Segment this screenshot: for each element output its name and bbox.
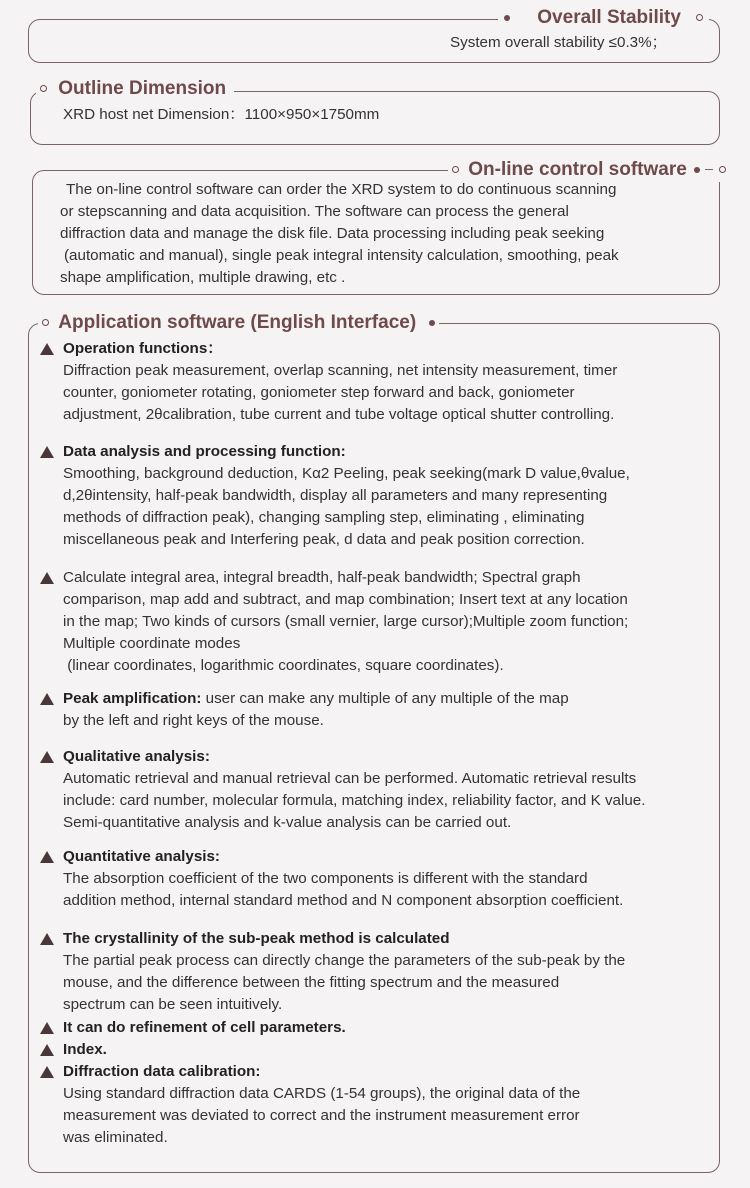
item-line: d,2θintensity, half-peak bandwidth, display all parameters and many representing [63,487,608,504]
app-item-calibration [40,1061,720,1149]
app-item-qualitative [40,746,720,834]
triangle-bullet-icon [40,343,54,355]
overall-stability-title [498,6,709,30]
item-line: The absorption coefficient of the two components is different with the standard [63,870,588,887]
ring-icon [42,319,49,326]
online-software-text [60,179,710,289]
item-line: include: card number, molecular formula, matching index, reliability factor, and K value. [63,792,646,809]
item-heading: The crystallinity of the sub-peak method is calculated [63,930,450,947]
app-item-data-analysis [40,441,720,551]
item-line: The partial peak process can directly change the parameters of the sub-peak by the [63,952,626,969]
triangle-bullet-icon [40,693,54,705]
triangle-bullet-icon [40,1066,54,1078]
online-line: shape amplification, multiple drawing, etc . [60,269,346,286]
application-software-title [38,311,439,335]
app-item-peak-amplification [40,688,720,732]
app-item-refinement [40,1017,720,1039]
outline-dimension-title [36,77,234,101]
item-line: addition method, internal standard method and N component absorption coefficient. [63,892,624,909]
online-line: diffraction data and manage the disk file. Data processing including peak seeking [60,225,605,242]
item-heading: Operation functions： [63,340,223,357]
item-line: Smoothing, background deduction, Kα2 Peeling, peak seeking(mark D value,θvalue, [63,465,630,482]
triangle-bullet-icon [40,751,54,763]
item-line: Diffraction peak measurement, overlap scanning, net intensity measurement, timer [63,362,618,379]
ring-icon [40,85,47,92]
item-line: counter, goniometer rotating, goniometer step forward and back, goniometer [63,384,575,401]
item-heading: Qualitative analysis: [63,748,210,765]
outline-dimension-heading: Outline Dimension [58,78,227,99]
item-line: methods of diffraction peak), changing sampling step, eliminating , eliminating [63,509,585,526]
item-line: was eliminated. [63,1129,168,1146]
item-line: spectrum can be seen intuitively. [63,996,283,1013]
item-heading: Index. [63,1041,107,1058]
app-item-calculate [40,567,720,677]
item-heading: Peak amplification: [63,690,202,707]
online-software-heading: On-line control software [468,159,687,180]
item-line: Calculate integral area, integral breadth, half-peak bandwidth; Spectral graph [63,569,581,586]
item-heading: Data analysis and processing function: [63,443,346,460]
item-line: Using standard diffraction data CARDS (1-54 groups), the original data of the [63,1085,581,1102]
item-inline-text: user can make any multiple of any multiple of the map [201,690,569,707]
triangle-bullet-icon [40,933,54,945]
bullet-dot-icon [504,15,510,21]
app-item-crystallinity [40,928,720,1016]
item-line: Multiple coordinate modes [63,635,241,652]
triangle-bullet-icon [40,851,54,863]
app-item-quantitative [40,846,720,912]
item-line: adjustment, 2θcalibration, tube current and tube voltage optical shutter controlling. [63,406,615,423]
ring-icon [719,166,726,173]
item-line: measurement was deviated to correct and the instrument measurement error [63,1107,580,1124]
item-heading: Diffraction data calibration: [63,1063,261,1080]
online-line: (automatic and manual), single peak integral intensity calculation, smoothing, peak [64,247,619,264]
item-line: mouse, and the difference between the fitting spectrum and the measured [63,974,560,991]
overall-stability-text: System overall stability ≤0.3%； [450,34,667,51]
item-heading: Quantitative analysis: [63,848,220,865]
triangle-bullet-icon [40,1022,54,1034]
online-line: The on-line control software can order the XRD system to do continuous scanning [66,181,617,198]
bullet-dot-icon [429,320,435,326]
triangle-bullet-icon [40,1044,54,1056]
triangle-bullet-icon [40,446,54,458]
online-line: or stepscanning and data acquisition. The software can process the general [60,203,569,220]
bullet-dot-icon [694,167,700,173]
ring-icon [696,14,703,21]
item-line: Semi-quantitative analysis and k-value analysis can be carried out. [63,814,512,831]
overall-stability-heading: Overall Stability [537,7,681,28]
application-software-heading: Application software (English Interface) [58,312,417,333]
item-line: in the map; Two kinds of cursors (small vernier, large cursor);Multiple zoom function; [63,613,629,630]
item-line: miscellaneous peak and Interfering peak, d data and peak position correction. [63,531,585,548]
overall-stability-line [370,19,508,20]
outline-dimension-text: XRD host net Dimension：1100×950×1750mm [63,106,380,123]
item-line: (linear coordinates, logarithmic coordinates, square coordinates). [63,657,504,674]
triangle-bullet-icon [40,572,54,584]
item-heading: It can do refinement of cell parameters. [63,1019,346,1036]
ring-icon [452,166,459,173]
app-item-operation [40,338,720,426]
item-line: by the left and right keys of the mouse. [63,712,324,729]
app-item-index [40,1039,720,1061]
item-line: comparison, map add and subtract, and map combination; Insert text at any location [63,591,628,608]
item-line: Automatic retrieval and manual retrieval can be performed. Automatic retrieval results [63,770,637,787]
